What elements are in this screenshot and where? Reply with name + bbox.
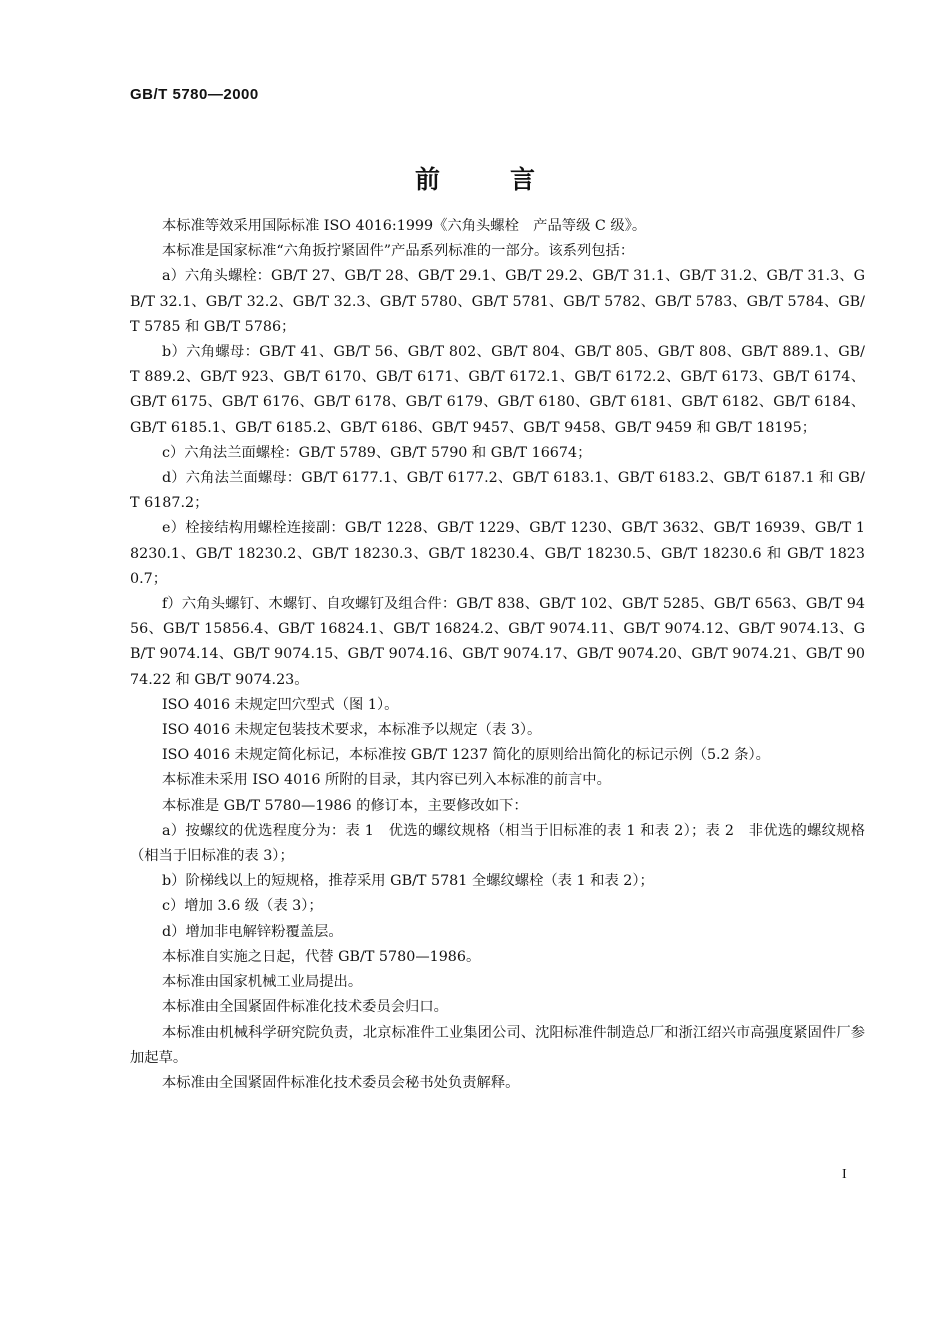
page-number: I: [842, 1167, 847, 1182]
paragraph-interpretation: 本标准由全国紧固件标准化技术委员会秘书处负责解释。: [162, 1074, 520, 1091]
paragraph-contents-note: 本标准未采用 ISO 4016 所附的目录，其内容已列入本标准的前言中。: [162, 772, 611, 789]
foreword-body: [130, 214, 865, 1096]
paragraph-proposed-by: 本标准由国家机械工业局提出。: [162, 974, 363, 991]
list-item-revision-a: a）按螺纹的优选程度分为：表 1 优选的螺纹规格（相当于旧标准的表 1 和表 2）；表 2 非优选的螺纹规格（相当于旧标准的表 3）；: [130, 822, 865, 865]
paragraph-drafters: 本标准由机械科学研究院负责，北京标准件工业集团公司、沈阳标准件制造总厂和浙江绍兴市高强度紧固件厂参加起草。: [130, 1024, 865, 1066]
list-item-revision-c: c）增加 3.6 级（表 3）；: [162, 898, 323, 915]
list-item-flange-nuts: d）六角法兰面螺母：GB/T 6177.1、GB/T 6177.2、GB/T 6183.1、GB/T 6183.2、GB/T 6187.1 和 GB/T 6187.2；: [130, 470, 865, 512]
list-item-revision-d: d）增加非电解锌粉覆盖层。: [162, 923, 343, 940]
list-item-structural-bolting: e）栓接结构用螺栓连接副：GB/T 1228、GB/T 1229、GB/T 1230、GB/T 3632、GB/T 16939、GB/T 18230.1、GB/T 18230.2、GB/T 18230.3、GB/T 18230.4、GB/T 18230.5、GB/T 18230.6 和 GB/T 18230.7；: [130, 520, 865, 587]
standard-code-header: GB/T 5780—2000: [130, 86, 259, 103]
list-item-hex-nuts: b）六角螺母：GB/T 41、GB/T 56、GB/T 802、GB/T 804、GB/T 805、GB/T 808、GB/T 889.1、GB/T 889.2、GB/T 923、GB/T 6170、GB/T 6171、GB/T 6172.1、GB/T 6172.2、GB/T 6173、GB/T 6174、GB/T 6175、GB/T 6176、GB/T 6178、GB/T 6179、GB/T 6180、GB/T 6181、GB/T 6182、GB/T 6184、GB/T 6185.1、GB/T 6185.2、GB/T 6186、GB/T 9457、GB/T 9458、GB/T 9459 和 GB/T 18195；: [130, 344, 865, 436]
paragraph-marking-note: ISO 4016 未规定简化标记，本标准按 GB/T 1237 简化的原则给出简化的标记示例（5.2 条）。: [162, 747, 770, 764]
paragraph-under-jurisdiction: 本标准由全国紧固件标准化技术委员会归口。: [162, 999, 448, 1016]
paragraph-adoption: 本标准等效采用国际标准 ISO 4016:1999《六角头螺栓 产品等级 C 级》。: [162, 218, 647, 234]
page-title: 前言: [414, 165, 605, 194]
paragraph-recess-note: ISO 4016 未规定凹穴型式（图 1）。: [162, 696, 399, 713]
list-item-flange-bolts: c）六角法兰面螺栓：GB/T 5789、GB/T 5790 和 GB/T 16674；: [162, 444, 592, 461]
list-item-revision-b: b）阶梯线以上的短规格，推荐采用 GB/T 5781 全螺纹螺栓（表 1 和表 2）；: [162, 873, 654, 890]
paragraph-packaging-note: ISO 4016 未规定包装技术要求，本标准予以规定（表 3）。: [162, 722, 542, 739]
paragraph-revision-intro: 本标准是 GB/T 5780—1986 的修订本，主要修改如下：: [162, 797, 528, 814]
paragraph-supersedes: 本标准自实施之日起，代替 GB/T 5780—1986。: [162, 948, 481, 965]
list-item-screws: f）六角头螺钉、木螺钉、自攻螺钉及组合件：GB/T 838、GB/T 102、GB/T 5285、GB/T 6563、GB/T 9456、GB/T 15856.4、GB/T 16824.1、GB/T 16824.2、GB/T 9074.11、GB/T 9074.12、GB/T 9074.13、GB/T 9074.14、GB/T 9074.15、GB/T 9074.16、GB/T 9074.17、GB/T 9074.20、GB/T 9074.21、GB/T 9074.22 和 GB/T 9074.23。: [130, 596, 865, 688]
list-item-hex-bolts: a）六角头螺栓：GB/T 27、GB/T 28、GB/T 29.1、GB/T 29.2、GB/T 31.1、GB/T 31.2、GB/T 31.3、GB/T 32.1、GB/T 32.2、GB/T 32.3、GB/T 5780、GB/T 5781、GB/T 5782、GB/T 5783、GB/T 5784、GB/T 5785 和 GB/T 5786；: [130, 268, 865, 335]
paragraph-series-intro: 本标准是国家标准“六角扳拧紧固件”产品系列标准的一部分。该系列包括：: [162, 243, 635, 260]
